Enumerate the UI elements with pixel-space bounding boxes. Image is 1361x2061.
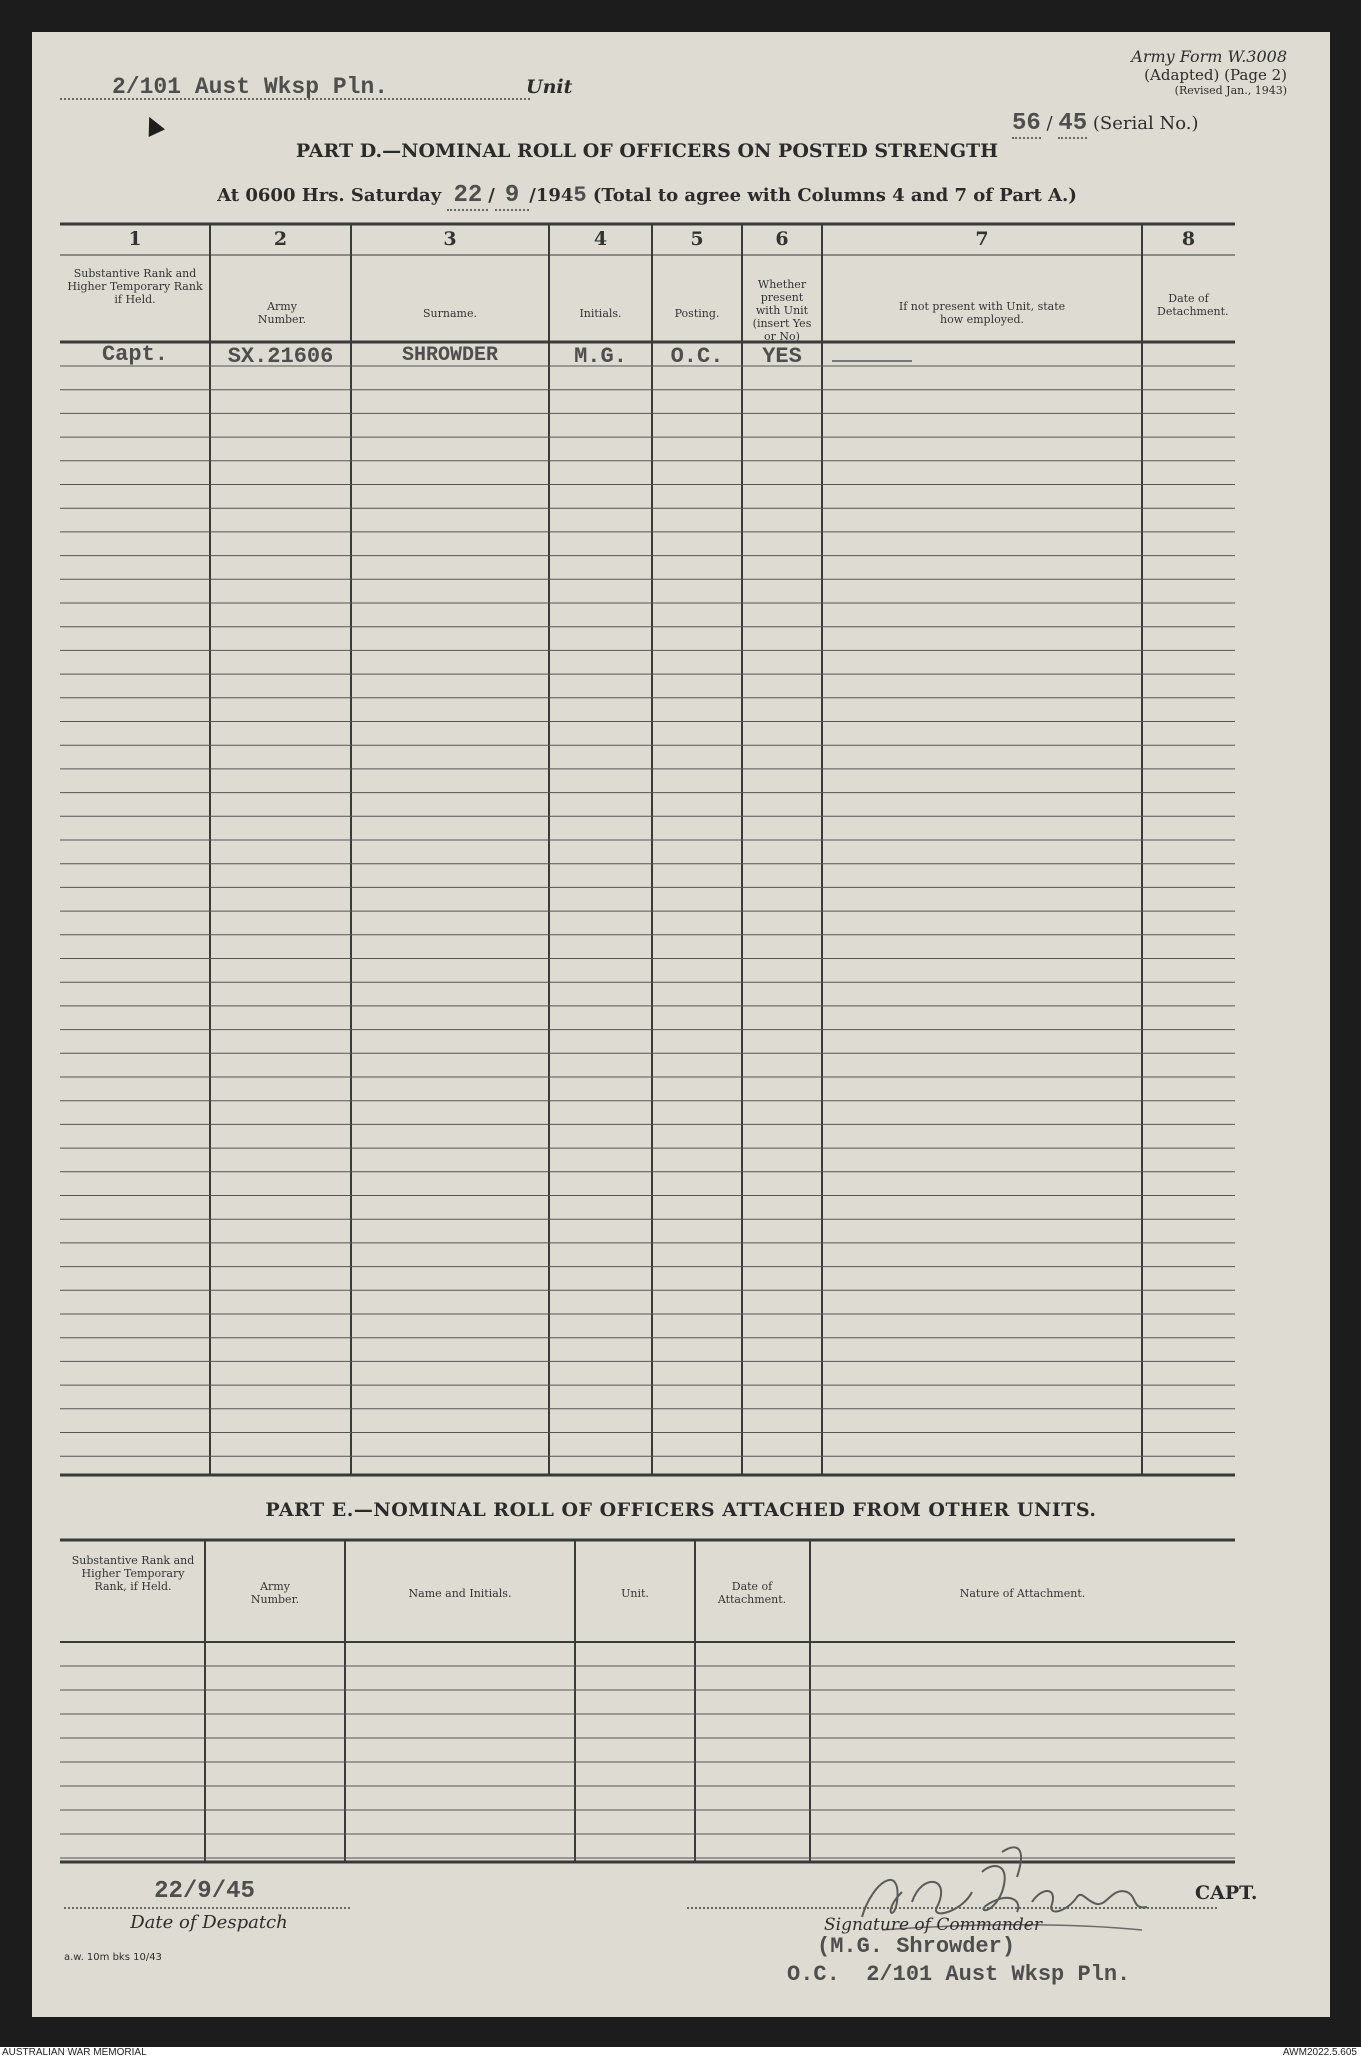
- e-col-label-name: Name and Initials.: [408, 1587, 512, 1600]
- col-label-detachment: Date of Detachment.: [1157, 292, 1229, 318]
- part-d-title: PART D.—NOMINAL ROLL OF OFFICERS ON POSTED STRENGTH: [295, 140, 999, 162]
- unit-label: Unit: [526, 76, 573, 98]
- e-col-label-unit: Unit.: [621, 1587, 649, 1600]
- despatch-label: Date of Despatch: [130, 1912, 288, 1933]
- year-digit: 5: [573, 183, 587, 208]
- col-label-initials: Initials.: [579, 307, 622, 320]
- at-prefix: At 0600 Hrs. Saturday: [217, 185, 442, 206]
- archive-right: AWM2022.5.605: [1282, 2047, 1357, 2058]
- army-form-number: Army Form W.3008: [1131, 47, 1287, 66]
- row-present: YES: [762, 344, 802, 369]
- col-num-4: 4: [593, 228, 608, 250]
- col-label-army-number: Army Number.: [257, 300, 307, 326]
- commander-rank: CAPT.: [1195, 1882, 1258, 1904]
- row-dash: [832, 360, 912, 362]
- row-rank: Capt.: [101, 342, 168, 367]
- serial-b: 45: [1058, 110, 1088, 137]
- serial-sep: /: [1046, 113, 1053, 134]
- col-num-5: 5: [690, 228, 704, 250]
- commander-unit: O.C. 2/101 Aust Wksp Pln.: [787, 1962, 1131, 1987]
- e-col-label-army-number: Army Number.: [250, 1580, 300, 1606]
- col-label-surname: Surname.: [423, 307, 477, 320]
- e-col-label-attachment-date: Date of Attachment.: [717, 1580, 787, 1606]
- form-page: [32, 32, 1330, 2017]
- print-code: a.w. 10m bks 10/43: [64, 1952, 162, 1963]
- army-form-adapted: (Adapted) (Page 2): [1144, 66, 1287, 84]
- row-army-number: SX.21606: [227, 344, 334, 369]
- col-num-1: 1: [128, 228, 142, 250]
- part-d-grid: [32, 32, 1330, 2017]
- serial-label: (Serial No.): [1092, 113, 1199, 134]
- serial-a: 56: [1012, 110, 1041, 137]
- row-posting: O.C.: [670, 344, 724, 369]
- col-num-3: 3: [443, 228, 457, 250]
- archive-footer: [0, 2047, 1361, 2061]
- e-col-label-nature: Nature of Attachment.: [959, 1587, 1086, 1600]
- army-form-revised: (Revised Jan., 1943): [1174, 84, 1287, 97]
- part-e-title: PART E.—NOMINAL ROLL OF OFFICERS ATTACHED FROM OTHER UNITS.: [265, 1499, 1097, 1521]
- date-month: 9: [495, 182, 529, 211]
- col-num-7: 7: [975, 228, 989, 250]
- date-suffix: (Total to agree with Columns 4 and 7 of Part A.): [592, 185, 1077, 206]
- part-d-date-line: At 0600 Hrs. Saturday 22 / 9 /1945 (Total to agree with Columns 4 and 7 of Part A.): [217, 182, 1077, 209]
- row-initials: M.G.: [574, 344, 627, 369]
- archive-left: AUSTRALIAN WAR MEMORIAL: [2, 2047, 147, 2058]
- row-surname: SHROWDER: [401, 344, 498, 367]
- col-label-present: Whether present with Unit (insert Yes or No): [752, 278, 812, 343]
- date-day: 22: [447, 182, 488, 211]
- col-label-posting: Posting.: [674, 307, 720, 320]
- commander-name: (M.G. Shrowder): [817, 1934, 1016, 1959]
- signature-label: Signature of Commander: [824, 1915, 1042, 1935]
- col-label-rank: Substantive Rank and Higher Temporary Rank if Held.: [67, 267, 203, 306]
- col-num-6: 6: [775, 228, 789, 250]
- year-prefix: /194: [529, 185, 574, 206]
- col-label-how-employed: If not present with Unit, state how employed.: [898, 300, 1066, 326]
- col-num-2: 2: [273, 228, 288, 250]
- col-num-8: 8: [1181, 228, 1196, 250]
- unit-value: 2/101 Aust Wksp Pln.: [112, 74, 389, 100]
- despatch-date: 22/9/45: [154, 1878, 255, 1905]
- e-col-label-rank: Substantive Rank and Higher Temporary Rank, if Held.: [71, 1554, 195, 1593]
- despatch-dotted-line: [64, 1907, 350, 1909]
